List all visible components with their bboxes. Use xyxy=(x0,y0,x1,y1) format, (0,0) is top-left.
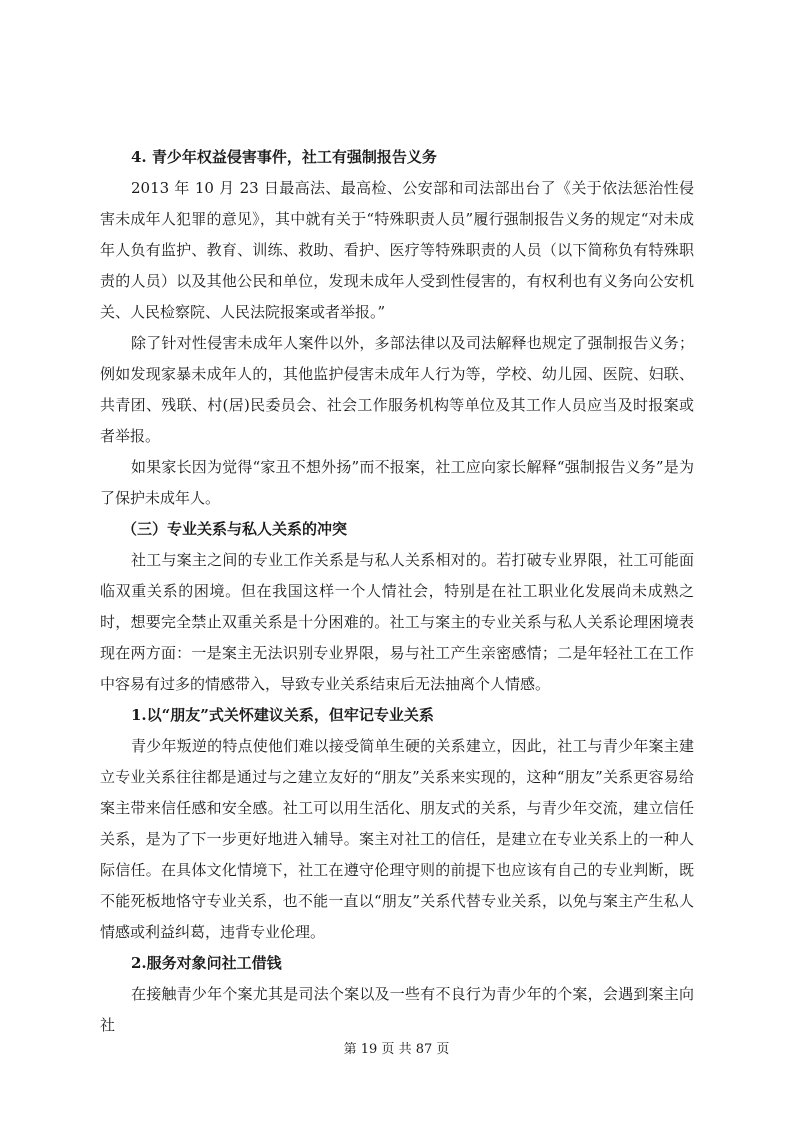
paragraph: 在接触青少年个案尤其是司法个案以及一些有不良行为青少年的个案，会遇到案主向社 xyxy=(100,985,694,1034)
section-heading: 4. 青少年权益侵害事件，社工有强制报告义务 xyxy=(131,148,437,166)
section-heading: 1.以“朋友”式关怀建议关系，但牢记专业关系 xyxy=(131,706,434,724)
paragraph: 如果家长因为觉得“家丑不想外扬”而不报案，社工应向家长解释“强制报告义务”是为了保护未成年人。 xyxy=(100,458,694,507)
paragraph: 青少年叛逆的特点使他们难以接受简单生硬的关系建立，因此，社工与青少年案主建立专业关系往往都是通过与之建立友好的“朋友”关系来实现的，这种“朋友”关系更容易给案主带来信任感和安全感。社工可以用生活化、朋友式的关系，与青少年交流，建立信任关系，是为了下一步更好地进入辅导。案主对社工的信任，是建立在专业关系上的一种人际信任。在具体文化情境下，社工在遵守伦理守则的前提下也应该有自己的专业判断，既不能死板地恪守专业关系，也不能一直以“朋友”关系代替专业关系，以免与案主产生私人情感或利益纠葛，违背专业伦理。 xyxy=(100,737,694,941)
paragraph: 社工与案主之间的专业工作关系是与私人关系相对的。若打破专业界限，社工可能面临双重关系的困境。但在我国这样一个人情社会，特别是在社工职业化发展尚未成熟之时，想要完全禁止双重关系是十分困难的。社工与案主的专业关系与私人关系论理困境表现在两方面：一是案主无法识别专业界限，易与社工产生亲密感情；二是年轻社工在工作中容易有过多的情感带入，导致专业关系结束后无法抽离个人情感。 xyxy=(100,551,694,693)
page-number-footer: 第 19 页 共 87 页 xyxy=(343,1042,450,1057)
section-heading: 2.服务对象问社工借钱 xyxy=(131,954,282,972)
section-heading: （三）专业关系与私人关系的冲突 xyxy=(122,520,348,538)
paragraph: 2013 年 10 月 23 日最高法、最高检、公安部和司法部出台了《关于依法惩治性侵害未成年人犯罪的意见》，其中就有关于“特殊职责人员”履行强制报告义务的规定“对未成年人负有监护、教育、训练、救助、看护、医疗等特殊职责的人员（以下简称负有特殊职责的人员）以及其他公民和单位，发现未成年人受到性侵害的，有权利也有义务向公安机关、人民检察院、人民法院报案或者举报。” xyxy=(100,179,694,321)
page-body xyxy=(100,142,694,1041)
paragraph: 除了针对性侵害未成年人案件以外，多部法律以及司法解释也规定了强制报告义务；例如发现家暴未成年人的，其他监护侵害未成年人行为等，学校、幼儿园、医院、妇联、共青团、残联、村(居)民委员会、社会工作服务机构等单位及其工作人员应当及时报案或者举报。 xyxy=(100,334,694,445)
